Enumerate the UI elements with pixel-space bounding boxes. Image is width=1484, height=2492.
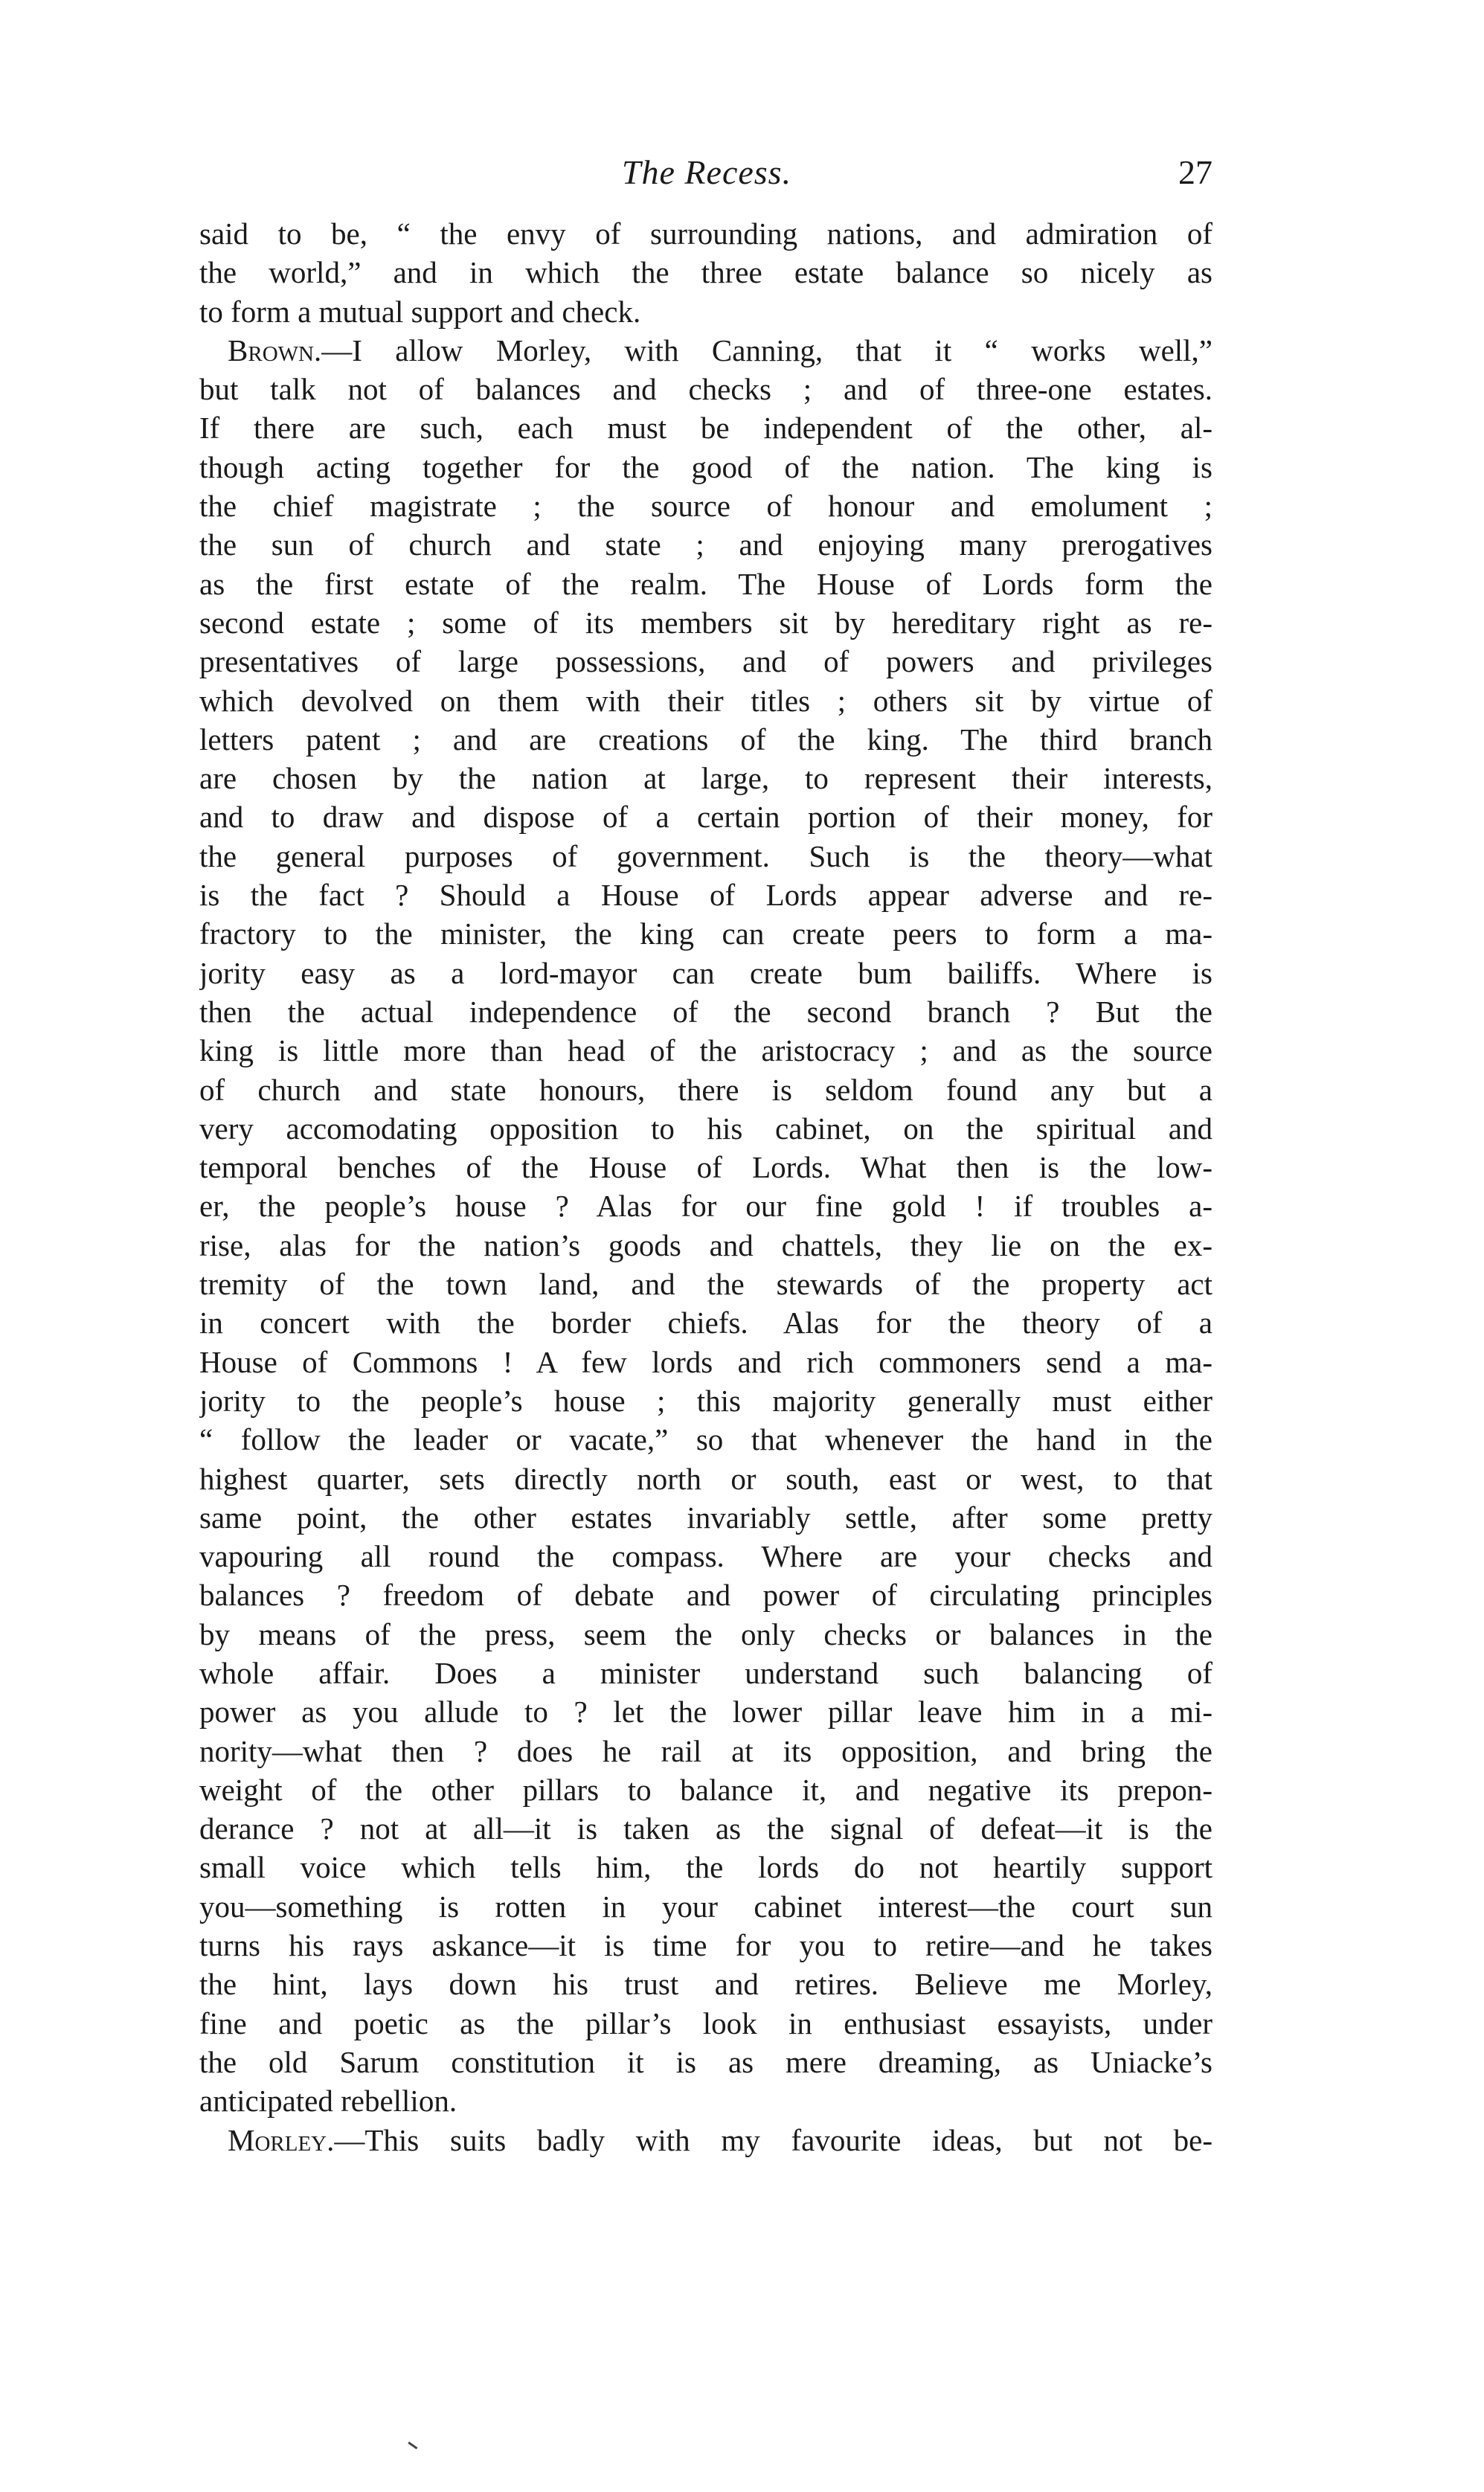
text-line bbox=[199, 1148, 1212, 1186]
text-line bbox=[199, 1303, 1212, 1342]
line-text: the hint, lays down his trust and retires. Believe me Morley, bbox=[199, 1967, 1212, 2002]
line-text: anticipated rebellion. bbox=[199, 2084, 457, 2119]
line-text: highest quarter, sets directly north or south, east or west, to that bbox=[199, 1461, 1212, 1496]
text-line bbox=[199, 1770, 1212, 1809]
text-line bbox=[199, 1459, 1212, 1498]
line-text: as the first estate of the realm. The House of Lords form the bbox=[199, 566, 1212, 601]
text-line bbox=[199, 2121, 1212, 2159]
speaker-name: Brown. bbox=[228, 333, 322, 367]
text-line bbox=[199, 565, 1212, 603]
line-text: “ follow the leader or vacate,” so that whenever the hand in the bbox=[199, 1422, 1212, 1457]
line-text: to form a mutual support and check. bbox=[199, 294, 641, 329]
line-text: turns his rays askance—it is time for you to retire—and he takes bbox=[199, 1928, 1212, 1963]
text-line bbox=[199, 1692, 1212, 1731]
text-line bbox=[199, 1654, 1212, 1692]
text-line bbox=[199, 1615, 1212, 1654]
text-line bbox=[199, 1576, 1212, 1614]
line-text: er, the people’s house ? Alas for our fine gold ! if troubles a- bbox=[199, 1189, 1212, 1224]
line-text: of church and state honours, there is seldom found any but a bbox=[199, 1072, 1212, 1107]
text-line bbox=[199, 2004, 1212, 2043]
line-text: vapouring all round the compass. Where are your checks and bbox=[199, 1539, 1212, 1574]
text-line bbox=[199, 954, 1212, 992]
line-text: and to draw and dispose of a certain portion of their money, for bbox=[199, 800, 1212, 835]
line-text: very accomodating opposition to his cabinet, on the spiritual and bbox=[199, 1111, 1212, 1146]
line-text: temporal benches of the House of Lords. What then is the low- bbox=[199, 1150, 1212, 1185]
line-text: small voice which tells him, the lords do not heartily support bbox=[199, 1850, 1212, 1885]
text-line bbox=[199, 253, 1212, 292]
line-text: fractory to the minister, the king can create peers to form a ma- bbox=[199, 916, 1212, 951]
text-line bbox=[199, 448, 1212, 486]
line-text: jority easy as a lord-mayor can create bum bailiffs. Where is bbox=[199, 955, 1212, 990]
line-text: —This suits badly with my favourite ideas, but not be- bbox=[334, 2122, 1212, 2157]
text-line bbox=[199, 331, 1212, 370]
text-line bbox=[199, 797, 1212, 836]
text-line bbox=[199, 1070, 1212, 1109]
line-text: though acting together for the good of the nation. The king is bbox=[199, 449, 1212, 484]
text-line bbox=[199, 1109, 1212, 1148]
line-text: derance ? not at all—it is taken as the signal of defeat—it is the bbox=[199, 1811, 1212, 1846]
text-line bbox=[199, 2081, 1212, 2120]
body-text bbox=[199, 214, 1212, 2159]
text-line bbox=[199, 642, 1212, 681]
line-text: fine and poetic as the pillar’s look in enthusiast essayists, under bbox=[199, 2006, 1212, 2040]
text-line bbox=[199, 1537, 1212, 1576]
line-text: power as you allude to ? let the lower pillar leave him in a mi- bbox=[199, 1695, 1212, 1730]
text-line bbox=[199, 681, 1212, 720]
text-line bbox=[199, 603, 1212, 642]
text-line bbox=[199, 214, 1212, 253]
line-text: by means of the press, seem the only checks or balances in the bbox=[199, 1616, 1212, 1651]
text-line bbox=[199, 1186, 1212, 1225]
text-line bbox=[199, 1265, 1212, 1303]
line-text: balances ? freedom of debate and power of circulating principles bbox=[199, 1578, 1212, 1613]
speaker-name: Morley. bbox=[228, 2122, 335, 2157]
line-text: but talk not of balances and checks ; and of three-one estates. bbox=[199, 372, 1212, 407]
text-line bbox=[199, 1887, 1212, 1926]
line-text: the old Sarum constitution it is as mere dreaming, as Uniacke’s bbox=[199, 2044, 1212, 2079]
page-number: 27 bbox=[1178, 153, 1212, 191]
printer-mark bbox=[404, 2441, 418, 2456]
line-text: which devolved on them with their titles ; others sit by virtue of bbox=[199, 683, 1212, 718]
text-line bbox=[199, 525, 1212, 564]
line-text: rise, alas for the nation’s goods and chattels, they lie on the ex- bbox=[199, 1227, 1212, 1262]
line-text: king is little more than head of the aristocracy ; and as the source bbox=[199, 1033, 1212, 1068]
running-title: The Recess. bbox=[621, 153, 792, 191]
line-text: —I allow Morley, with Canning, that it “ works well,” bbox=[321, 333, 1212, 367]
text-line bbox=[199, 486, 1212, 525]
line-text: If there are such, each must be independent of the other, al- bbox=[199, 411, 1212, 446]
line-text: you—something is rotten in your cabinet interest—the court sun bbox=[199, 1889, 1212, 1924]
text-line bbox=[199, 1420, 1212, 1459]
line-text: is the fact ? Should a House of Lords appear adverse and re- bbox=[199, 878, 1212, 913]
text-line bbox=[199, 2043, 1212, 2081]
line-text: tremity of the town land, and the stewards of the property act bbox=[199, 1267, 1212, 1302]
line-text: letters patent ; and are creations of the king. The third branch bbox=[199, 722, 1212, 757]
text-line bbox=[199, 1926, 1212, 1965]
text-line bbox=[199, 1732, 1212, 1770]
text-line bbox=[199, 992, 1212, 1031]
line-text: jority to the people’s house ; this majority generally must either bbox=[199, 1383, 1212, 1418]
line-text: then the actual independence of the second branch ? But the bbox=[199, 994, 1212, 1029]
line-text: same point, the other estates invariably settle, after some pretty bbox=[199, 1500, 1212, 1535]
text-line bbox=[199, 1343, 1212, 1381]
text-line bbox=[199, 1848, 1212, 1886]
text-line bbox=[199, 370, 1212, 408]
line-text: the world,” and in which the three estate balance so nicely as bbox=[199, 255, 1212, 290]
text-line bbox=[199, 837, 1212, 876]
line-text: nority—what then ? does he rail at its opposition, and bring the bbox=[199, 1733, 1212, 1768]
text-line bbox=[199, 1809, 1212, 1848]
text-line bbox=[199, 876, 1212, 914]
running-head bbox=[201, 152, 1212, 205]
line-text: presentatives of large possessions, and of powers and privileges bbox=[199, 644, 1212, 679]
line-text: whole affair. Does a minister understand such balancing of bbox=[199, 1655, 1212, 1690]
line-text: House of Commons ! A few lords and rich commoners send a ma- bbox=[199, 1344, 1212, 1379]
text-line bbox=[199, 1031, 1212, 1070]
line-text: are chosen by the nation at large, to represent their interests, bbox=[199, 761, 1212, 796]
text-line bbox=[199, 1381, 1212, 1420]
line-text: the general purposes of government. Such is the theory—what bbox=[199, 838, 1212, 873]
text-line bbox=[199, 914, 1212, 953]
line-text: second estate ; some of its members sit by hereditary right as re- bbox=[199, 605, 1212, 640]
line-text: the chief magistrate ; the source of honour and emolument ; bbox=[199, 489, 1212, 524]
text-line bbox=[199, 1226, 1212, 1265]
text-line bbox=[199, 720, 1212, 759]
line-text: the sun of church and state ; and enjoying many prerogatives bbox=[199, 527, 1212, 562]
text-line bbox=[199, 408, 1212, 447]
text-line bbox=[199, 1498, 1212, 1537]
line-text: in concert with the border chiefs. Alas for the theory of a bbox=[199, 1306, 1212, 1340]
text-line bbox=[199, 1965, 1212, 2003]
line-text: said to be, “ the envy of surrounding nations, and admiration of bbox=[199, 216, 1212, 251]
text-line bbox=[199, 759, 1212, 797]
text-line bbox=[199, 292, 1212, 331]
line-text: weight of the other pillars to balance it, and negative its prepon- bbox=[199, 1772, 1212, 1807]
